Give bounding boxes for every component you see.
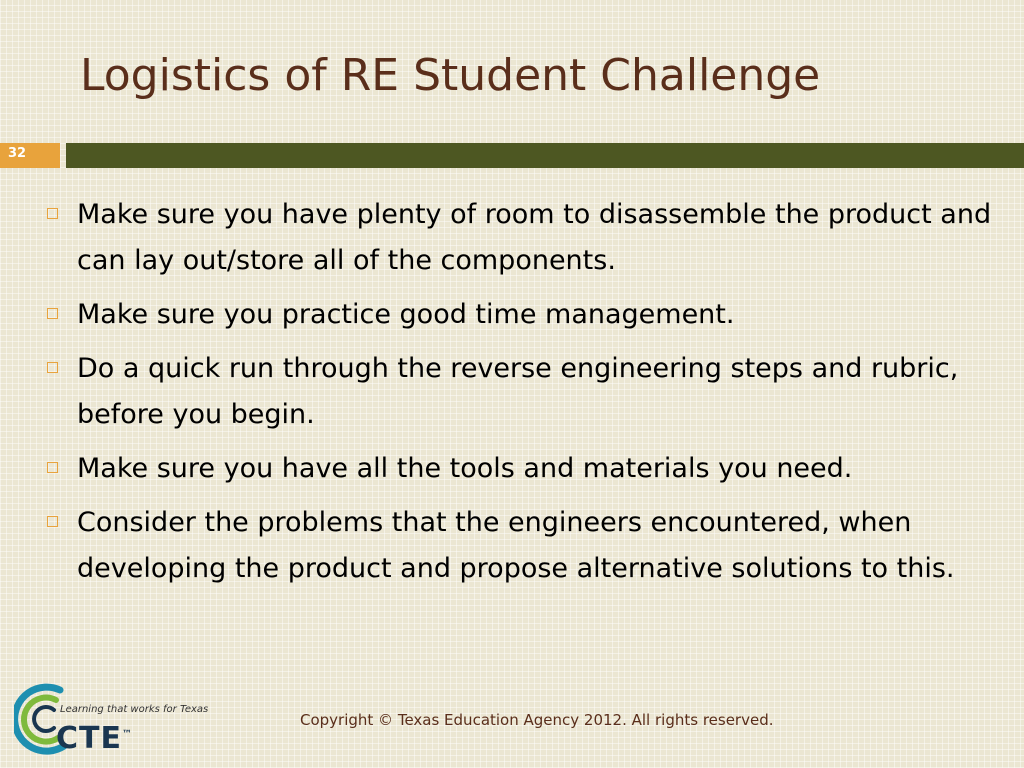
bullet-list [45,192,1000,600]
slide-number-badge [0,143,60,168]
logo-trademark: ™ [121,729,133,740]
bullet-text: Do a quick run through the reverse engineering steps and rubric, before you begin. [77,353,959,430]
bullet-item [45,192,1000,284]
bullet-text: Make sure you have all the tools and materials you need. [77,453,853,484]
bullet-item [45,346,1000,438]
copyright-notice: Copyright © Texas Education Agency 2012. All rights reserved. [300,711,774,729]
bullet-text: Consider the problems that the engineers encountered, when developing the product and propose alternative solutions to this. [77,507,955,584]
square-bullet-icon [47,362,58,373]
logo-tagline: Learning that works for Texas [60,704,209,715]
square-bullet-icon [47,462,58,473]
bullet-item [45,446,1000,492]
slide-title: Logistics of RE Student Challenge [80,50,821,101]
logo-wordmark [56,718,133,756]
square-bullet-icon [47,208,58,219]
bullet-text: Make sure you have plenty of room to disassemble the product and can lay out/store all of the components. [77,199,992,276]
bullet-item [45,292,1000,338]
title-divider-bar [66,143,1024,168]
bullet-text: Make sure you practice good time management. [77,299,735,330]
bullet-item [45,500,1000,592]
slide-number: 32 [8,146,27,161]
square-bullet-icon [47,516,58,527]
square-bullet-icon [47,308,58,319]
logo-cte-text: CTE [56,721,122,756]
cte-logo [14,680,214,758]
